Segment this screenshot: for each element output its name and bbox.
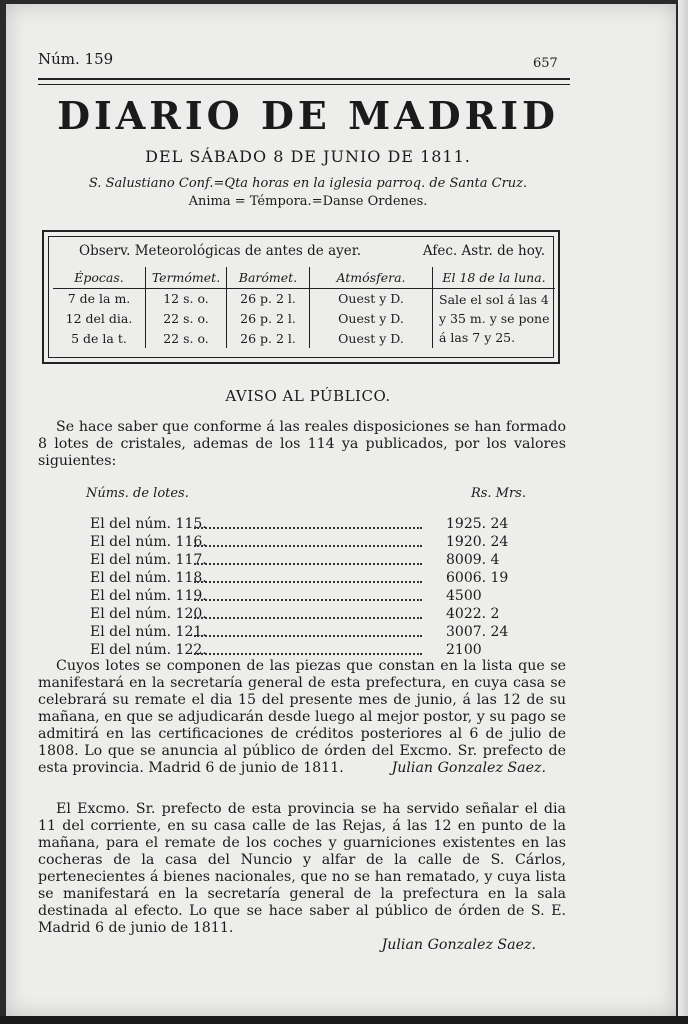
list-item — [90, 551, 522, 569]
lots-header — [86, 486, 526, 501]
aviso-body — [38, 658, 566, 777]
lots-col-left: Núms. de lotes. — [86, 486, 189, 501]
weather-table — [53, 267, 555, 348]
lot-name: El del núm. 118. — [90, 570, 207, 586]
cell-atmosfera: Ouest y D. — [310, 309, 433, 329]
cell-atmosfera: Ouest y D. — [310, 289, 433, 309]
lot-value: 1920. 24 — [446, 534, 509, 550]
list-item — [90, 605, 522, 623]
leader-dots — [194, 599, 422, 601]
leader-dots — [194, 617, 422, 619]
moon-info: Sale el sol á las 4 y 35 m. y se pone á las 7 y 25. — [433, 289, 556, 349]
lot-name: El del núm. 119. — [90, 588, 207, 604]
cell-atmosfera: Ouest y D. — [310, 328, 433, 348]
animas-line: Anima = Témpora.=Danse Ordenes. — [188, 194, 428, 209]
second-notice-signature: Julian Gonzalez Saez. — [381, 937, 536, 953]
aviso-intro — [38, 419, 566, 470]
weather-title: Observ. Meteorológicas de antes de ayer. — [79, 243, 362, 259]
lot-value: 8009. 4 — [446, 552, 500, 568]
cell-barometro: 26 p. 2 l. — [227, 289, 310, 309]
lot-value: 4022. 2 — [446, 606, 500, 622]
lot-name: El del núm. 117. — [90, 552, 207, 568]
lot-name: El del núm. 115. — [90, 516, 207, 532]
cell-epoca: 12 del dia. — [65, 311, 133, 326]
cell-barometro: 26 p. 2 l. — [227, 309, 310, 329]
scan-border — [0, 1016, 688, 1024]
col-barometro: Barómet. — [227, 267, 310, 289]
page-edge — [678, 0, 688, 1024]
aviso-signature: Julian Gonzalez Saez. — [391, 760, 546, 776]
leader-dots — [194, 563, 422, 565]
cell-epoca: 7 de la m. — [67, 291, 131, 307]
second-notice — [38, 801, 566, 954]
cell-termometro: 22 s. o. — [146, 309, 227, 329]
lot-value: 1925. 24 — [446, 516, 509, 532]
lot-value: 6006. 19 — [446, 570, 509, 586]
lot-name: El del núm. 122. — [90, 642, 207, 658]
list-item — [90, 641, 522, 659]
masthead-title: DIARIO DE MADRID — [57, 93, 559, 138]
weather-table-inner-border — [48, 236, 554, 358]
issue-number: Núm. 159 — [38, 50, 114, 68]
list-item — [90, 587, 522, 605]
cell-termometro: 12 s. o. — [146, 289, 227, 309]
col-atmosfera: Atmósfera. — [310, 267, 433, 289]
leader-dots — [194, 653, 422, 655]
col-epocas: Épocas. — [53, 267, 146, 289]
cell-epoca: 5 de la t. — [71, 330, 127, 346]
cell-barometro: 26 p. 2 l. — [227, 328, 310, 348]
aviso-intro-text: Se hace saber que conforme á las reales disposiciones se han formado 8 lotes de cristales, ademas de los 114 ya publicados, por los valores siguientes: — [38, 419, 566, 469]
table-row — [53, 289, 555, 309]
leader-dots — [194, 527, 422, 529]
page-number: 657 — [533, 56, 558, 71]
lot-value: 2100 — [446, 642, 482, 658]
aviso-body-text: Cuyos lotes se componen de las piezas que constan en la lista que se manifestará en la secretaría general de esta prefectura, en cuya casa se celebrará su remate el dia 15 del presente mes de junio, á las 12 de su mañana, en que se adjudicarán desde luego al mejor postor, y su pago se admitirá en las certificaciones de créditos posteriores al 6 de julio de 1808. Lo que se anuncia al público de órden del Excmo. Sr. prefecto de esta provincia. Madrid 6 de junio de 1811. — [38, 658, 566, 776]
lot-value: 4500 — [446, 588, 482, 604]
aviso-title: AVISO AL PÚBLICO. — [225, 387, 391, 405]
leader-dots — [194, 635, 422, 637]
lot-value: 3007. 24 — [446, 624, 509, 640]
list-item — [90, 569, 522, 587]
header-rule-top — [38, 78, 570, 80]
col-termometro: Termómet. — [146, 267, 227, 289]
second-notice-text: El Excmo. Sr. prefecto de esta provincia se ha servido señalar el dia 11 del corriente, en su casa calle de las Rejas, á las 12 en punto de la mañana, para el remate de los coches y guarniciones existentes en las cocheras de la casa del Nuncio y alfar de la calle de S. Cárlos, pertenecientes á bienes nacionales, que no se han rematado, y cuya lista se manifestará en la secretaría general de la prefectura en la sala destinada al efecto. Lo que se hace saber al público de órden de S. E. Madrid 6 de junio de 1811. — [38, 801, 566, 936]
lot-name: El del núm. 120. — [90, 606, 207, 622]
newspaper-page — [6, 4, 676, 1016]
col-luna: El 18 de la luna. — [433, 267, 556, 289]
list-item — [90, 623, 522, 641]
leader-dots — [194, 545, 422, 547]
saint-of-day: S. Salustiano Conf.=Qta horas en la iglesia parroq. de Santa Cruz. — [88, 176, 528, 191]
lots-list — [90, 515, 522, 659]
list-item — [90, 515, 522, 533]
lots-col-right: Rs. Mrs. — [470, 486, 526, 501]
astro-title: Afec. Astr. de hoy. — [422, 243, 545, 259]
list-item — [90, 533, 522, 551]
lot-name: El del núm. 121. — [90, 624, 207, 640]
cell-termometro: 22 s. o. — [146, 328, 227, 348]
dateline: DEL SÁBADO 8 DE JUNIO DE 1811. — [145, 147, 471, 166]
header-rule-bottom — [38, 84, 570, 85]
lot-name: El del núm. 116. — [90, 534, 207, 550]
weather-table-box — [42, 230, 560, 364]
leader-dots — [194, 581, 422, 583]
weather-header-row — [53, 267, 555, 289]
